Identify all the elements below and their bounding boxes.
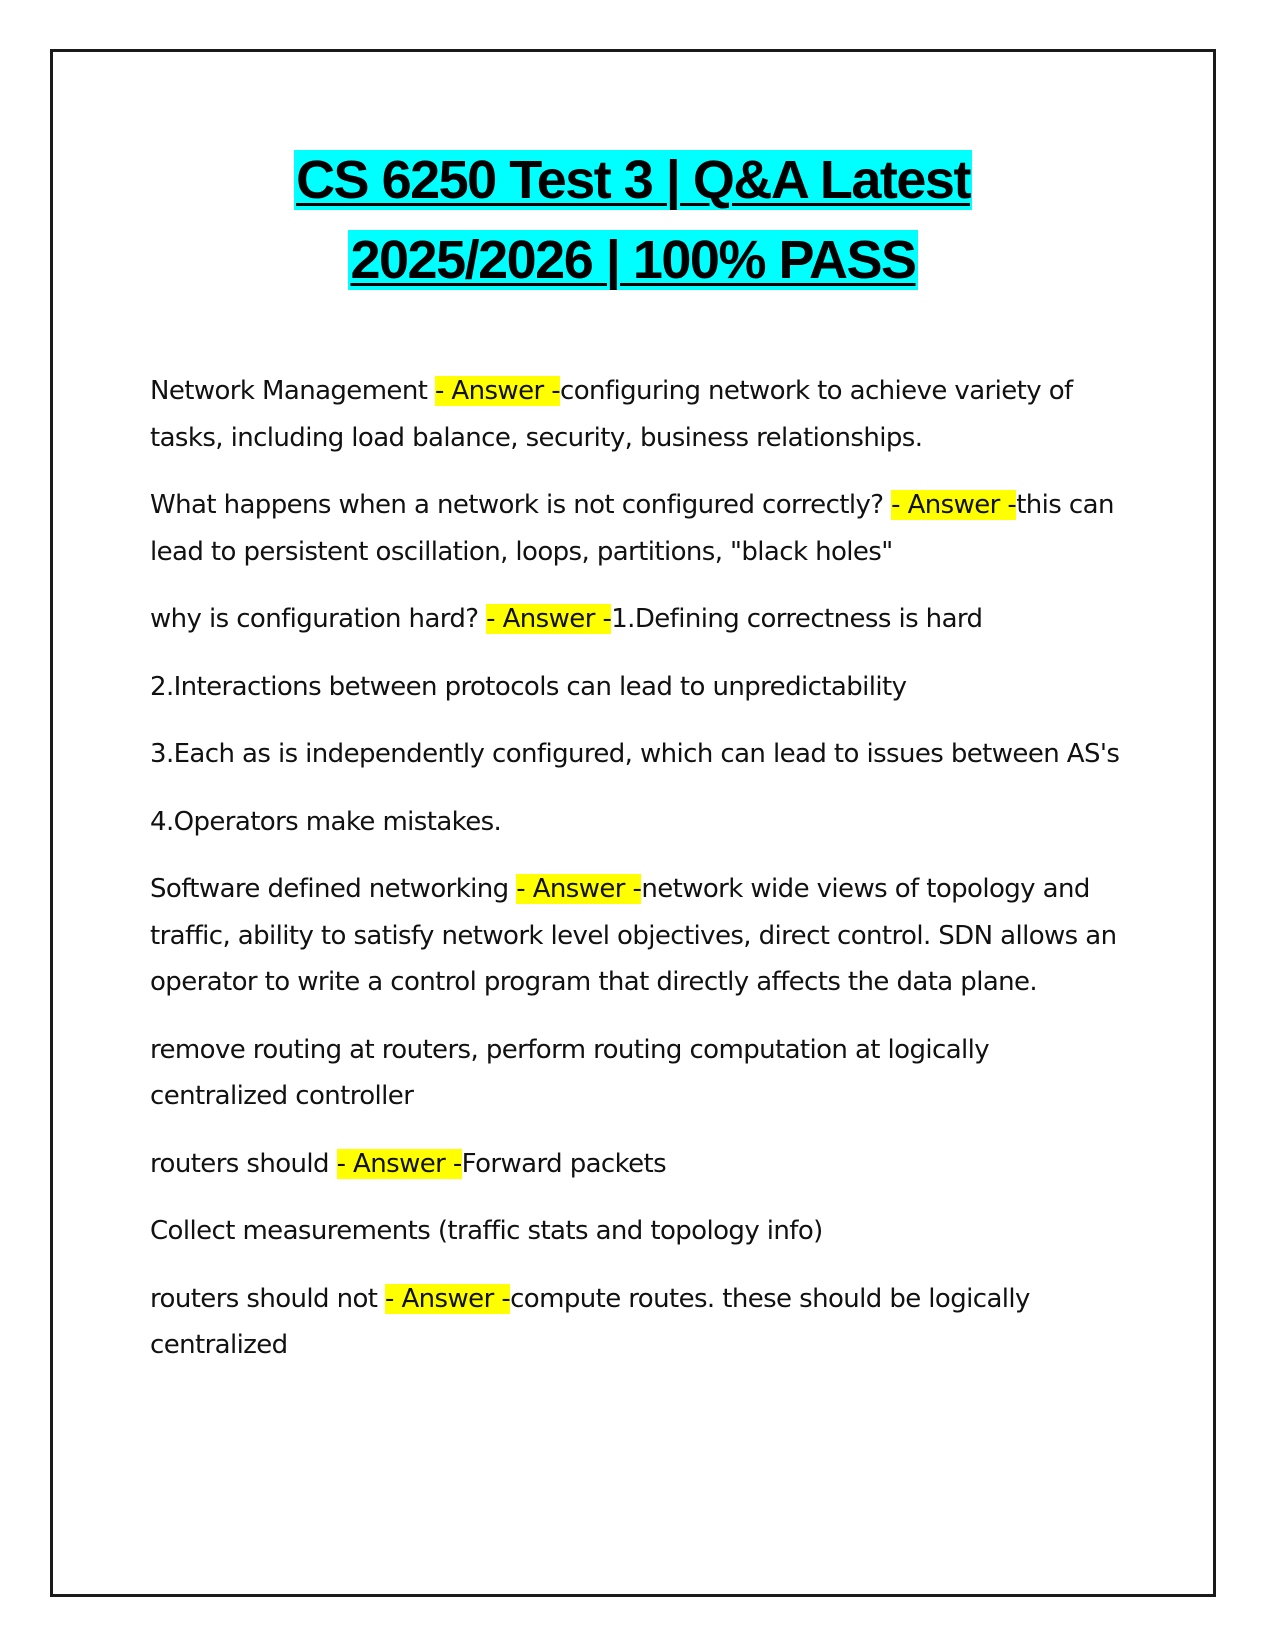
question-text: why is configuration hard? [150,604,487,634]
qa-item [150,482,1130,575]
answer-marker: - Answer - [891,490,1017,520]
answer-marker: - Answer - [336,1148,462,1179]
answer-marker: - Answer - [385,1283,511,1314]
qa-item [150,368,1130,461]
title-line-2: 2025/2026 | 100% PASS [350,230,916,290]
text-paragraph: 3.Each as is independently configured, which can lead to issues between AS's [150,739,1120,769]
qa-content [150,368,1130,1390]
text-paragraph: Collect measurements (traffic stats and topology info) [150,1216,823,1246]
question-text: routers should not [150,1283,386,1314]
answer-text: compute routes. these should be logically centralized [150,1283,1030,1360]
text-paragraph: remove routing at routers, perform routing computation at logically centralized controller [150,1034,990,1111]
answer-text: configuring network to achieve variety of tasks, including load balance, security, business relationships. [150,376,1073,453]
question-text: What happens when a network is not configured correctly? [150,490,892,520]
qa-item [150,866,1130,1006]
document-title [50,140,1216,300]
qa-item [150,596,1130,643]
qa-item [150,1276,1130,1369]
text-paragraph: 2.Interactions between protocols can lead to unpredictability [150,671,907,702]
answer-text: 1.Defining correctness is hard [611,604,983,634]
text-paragraph: 4.Operators make mistakes. [150,806,502,837]
qa-item [150,1141,1130,1188]
title-line-1: CS 6250 Test 3 | Q&A Latest [296,150,970,210]
answer-text: network wide views of topology and traffic, ability to satisfy network level objectives, direct control. SDN allows an operator to write a control program that directly affects the data plane. [150,874,1117,997]
answer-text: Forward packets [461,1148,667,1179]
question-text: Network Management [150,376,435,406]
answer-marker: - Answer - [486,604,612,634]
answer-marker: - Answer - [434,376,561,406]
question-text: Software defined networking [150,874,517,904]
answer-marker: - Answer - [516,874,642,904]
question-text: routers should [150,1148,337,1179]
answer-text: this can lead to persistent oscillation, loops, partitions, "black holes" [150,490,1114,567]
